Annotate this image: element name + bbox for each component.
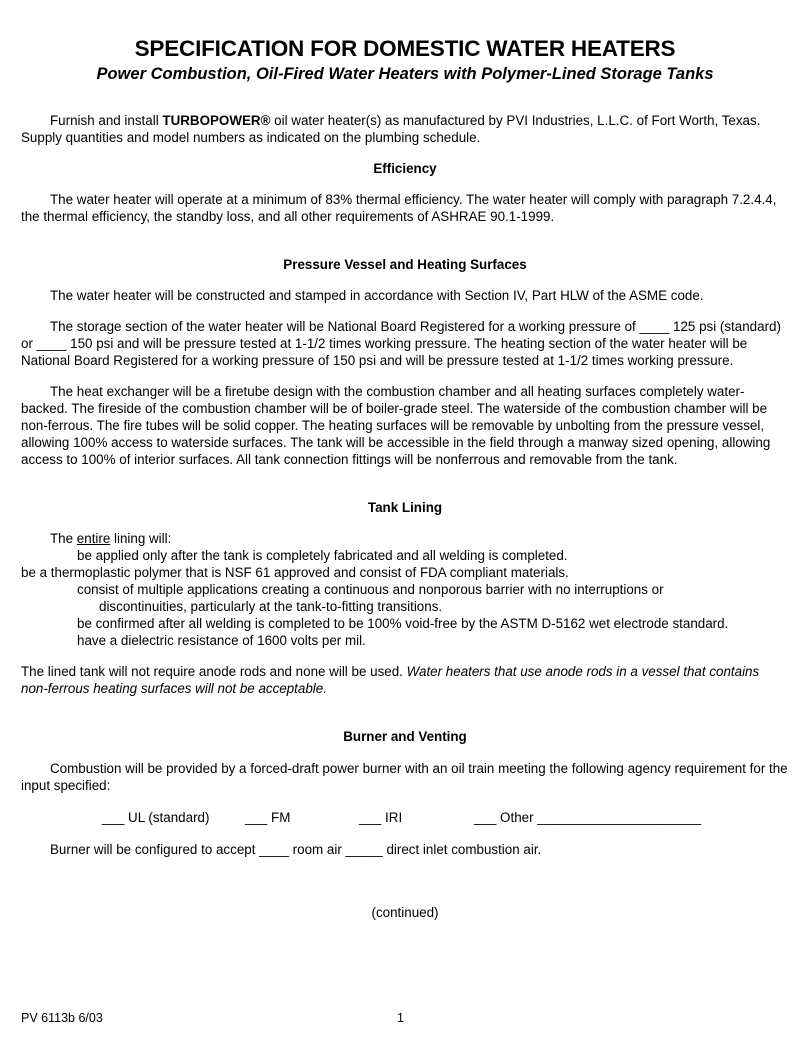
tank-lining-item-2: be a thermoplastic polymer that is NSF 61 approved and consist of FDA compliant materials. [21, 565, 569, 580]
tank-lining-lead-underlined: entire [76, 531, 111, 546]
pressure-vessel-paragraph-3: The heat exchanger will be a firetube design with the combustion chamber and all heating surfaces completely water-backed. The fireside of the combustion chamber will be of boiler-grade steel. The waterside of the combustion chamber will be non-ferrous. The fire tubes will be solid copper. The heating surfaces will be removable by unbolting from the pressure vessel, allowing 100% access to waterside surfaces. The tank will be accessible in the field through a manway sized opening, allowing access to 100% of interior surfaces. All tank connection fittings will be nonferrous and removable from the tank. [21, 384, 771, 467]
efficiency-paragraph: The water heater will operate at a minimum of 83% thermal efficiency. The water heater will comply with paragraph 7.2.4.4, the thermal efficiency, the standby loss, and all other requirements of ASHRAE 90.1-1999. [21, 192, 777, 224]
continued-note: (continued) [371, 905, 439, 920]
document-page [21, 36, 789, 921]
pressure-vessel-heading: Pressure Vessel and Heating Surfaces [283, 257, 527, 272]
option-iri: ___ IRI [359, 810, 403, 825]
tank-lining-item-5: have a dielectric resistance of 1600 volts per mil. [77, 633, 366, 648]
agency-options [21, 809, 789, 826]
tank-lining-closing-plain: The lined tank will not require anode rods and none will be used. [21, 664, 407, 679]
page-subtitle: Power Combustion, Oil-Fired Water Heaters with Polymer-Lined Storage Tanks [96, 65, 714, 83]
efficiency-heading: Efficiency [373, 161, 437, 176]
pressure-vessel-paragraph-1: The water heater will be constructed and stamped in accordance with Section IV, Part HLW of the ASME code. [50, 288, 704, 303]
page-title: SPECIFICATION FOR DOMESTIC WATER HEATERS [134, 36, 676, 61]
brand-name: TURBOPOWER® [162, 113, 271, 128]
option-fm: ___ FM [245, 810, 291, 825]
tank-lining-lead [21, 530, 789, 547]
burner-paragraph-1: Combustion will be provided by a forced-draft power burner with an oil train meeting the following agency requirement for the input specified: [21, 761, 788, 793]
burner-heading: Burner and Venting [343, 729, 467, 744]
tank-lining-closing [21, 663, 789, 697]
pressure-vessel-paragraph-2: The storage section of the water heater will be National Board Registered for a working pressure of ____ 125 psi (standard) or ____ 150 psi and will be pressure tested at 1-1/2 times working pressure. The heating section of the water heater will be National Board Registered for a working pressure of 150 psi and will be pressure tested at 1-1/2 times working pressure. [21, 319, 781, 368]
tank-lining-item-1: be applied only after the tank is completely fabricated and all welding is completed. [77, 548, 568, 563]
tank-lining-lead-after: lining will: [110, 531, 172, 546]
intro-before: Furnish and install [50, 113, 163, 128]
tank-lining-heading: Tank Lining [367, 500, 443, 515]
tank-lining-item-3a: consist of multiple applications creating a continuous and nonporous barrier with no interruptions or [77, 582, 664, 597]
option-other: ___ Other ______________________ [474, 810, 702, 825]
page-number: 1 [397, 1011, 404, 1025]
option-ul: ___ UL (standard) [102, 810, 210, 825]
tank-lining-lead-before: The [50, 531, 77, 546]
intro-paragraph [21, 112, 789, 146]
tank-lining-item-3b: discontinuities, particularly at the tank-to-fitting transitions. [99, 599, 443, 614]
intro-after: oil water heater(s) as manufactured by PVI Industries, L.L.C. of Fort Worth, Texas. Supply quantities and model numbers as indicated on the plumbing schedule. [21, 113, 761, 145]
tank-lining-item-4: be confirmed after all welding is completed to be 100% void-free by the ASTM D-5162 wet electrode standard. [77, 616, 729, 631]
burner-paragraph-2: Burner will be configured to accept ____ room air _____ direct inlet combustion air. [50, 842, 542, 857]
document-code: PV 6113b 6/03 [21, 1011, 103, 1025]
tank-lining-closing-italic: Water heaters that use anode rods in a vessel that contains non-ferrous heating surfaces will not be acceptable. [21, 664, 760, 696]
